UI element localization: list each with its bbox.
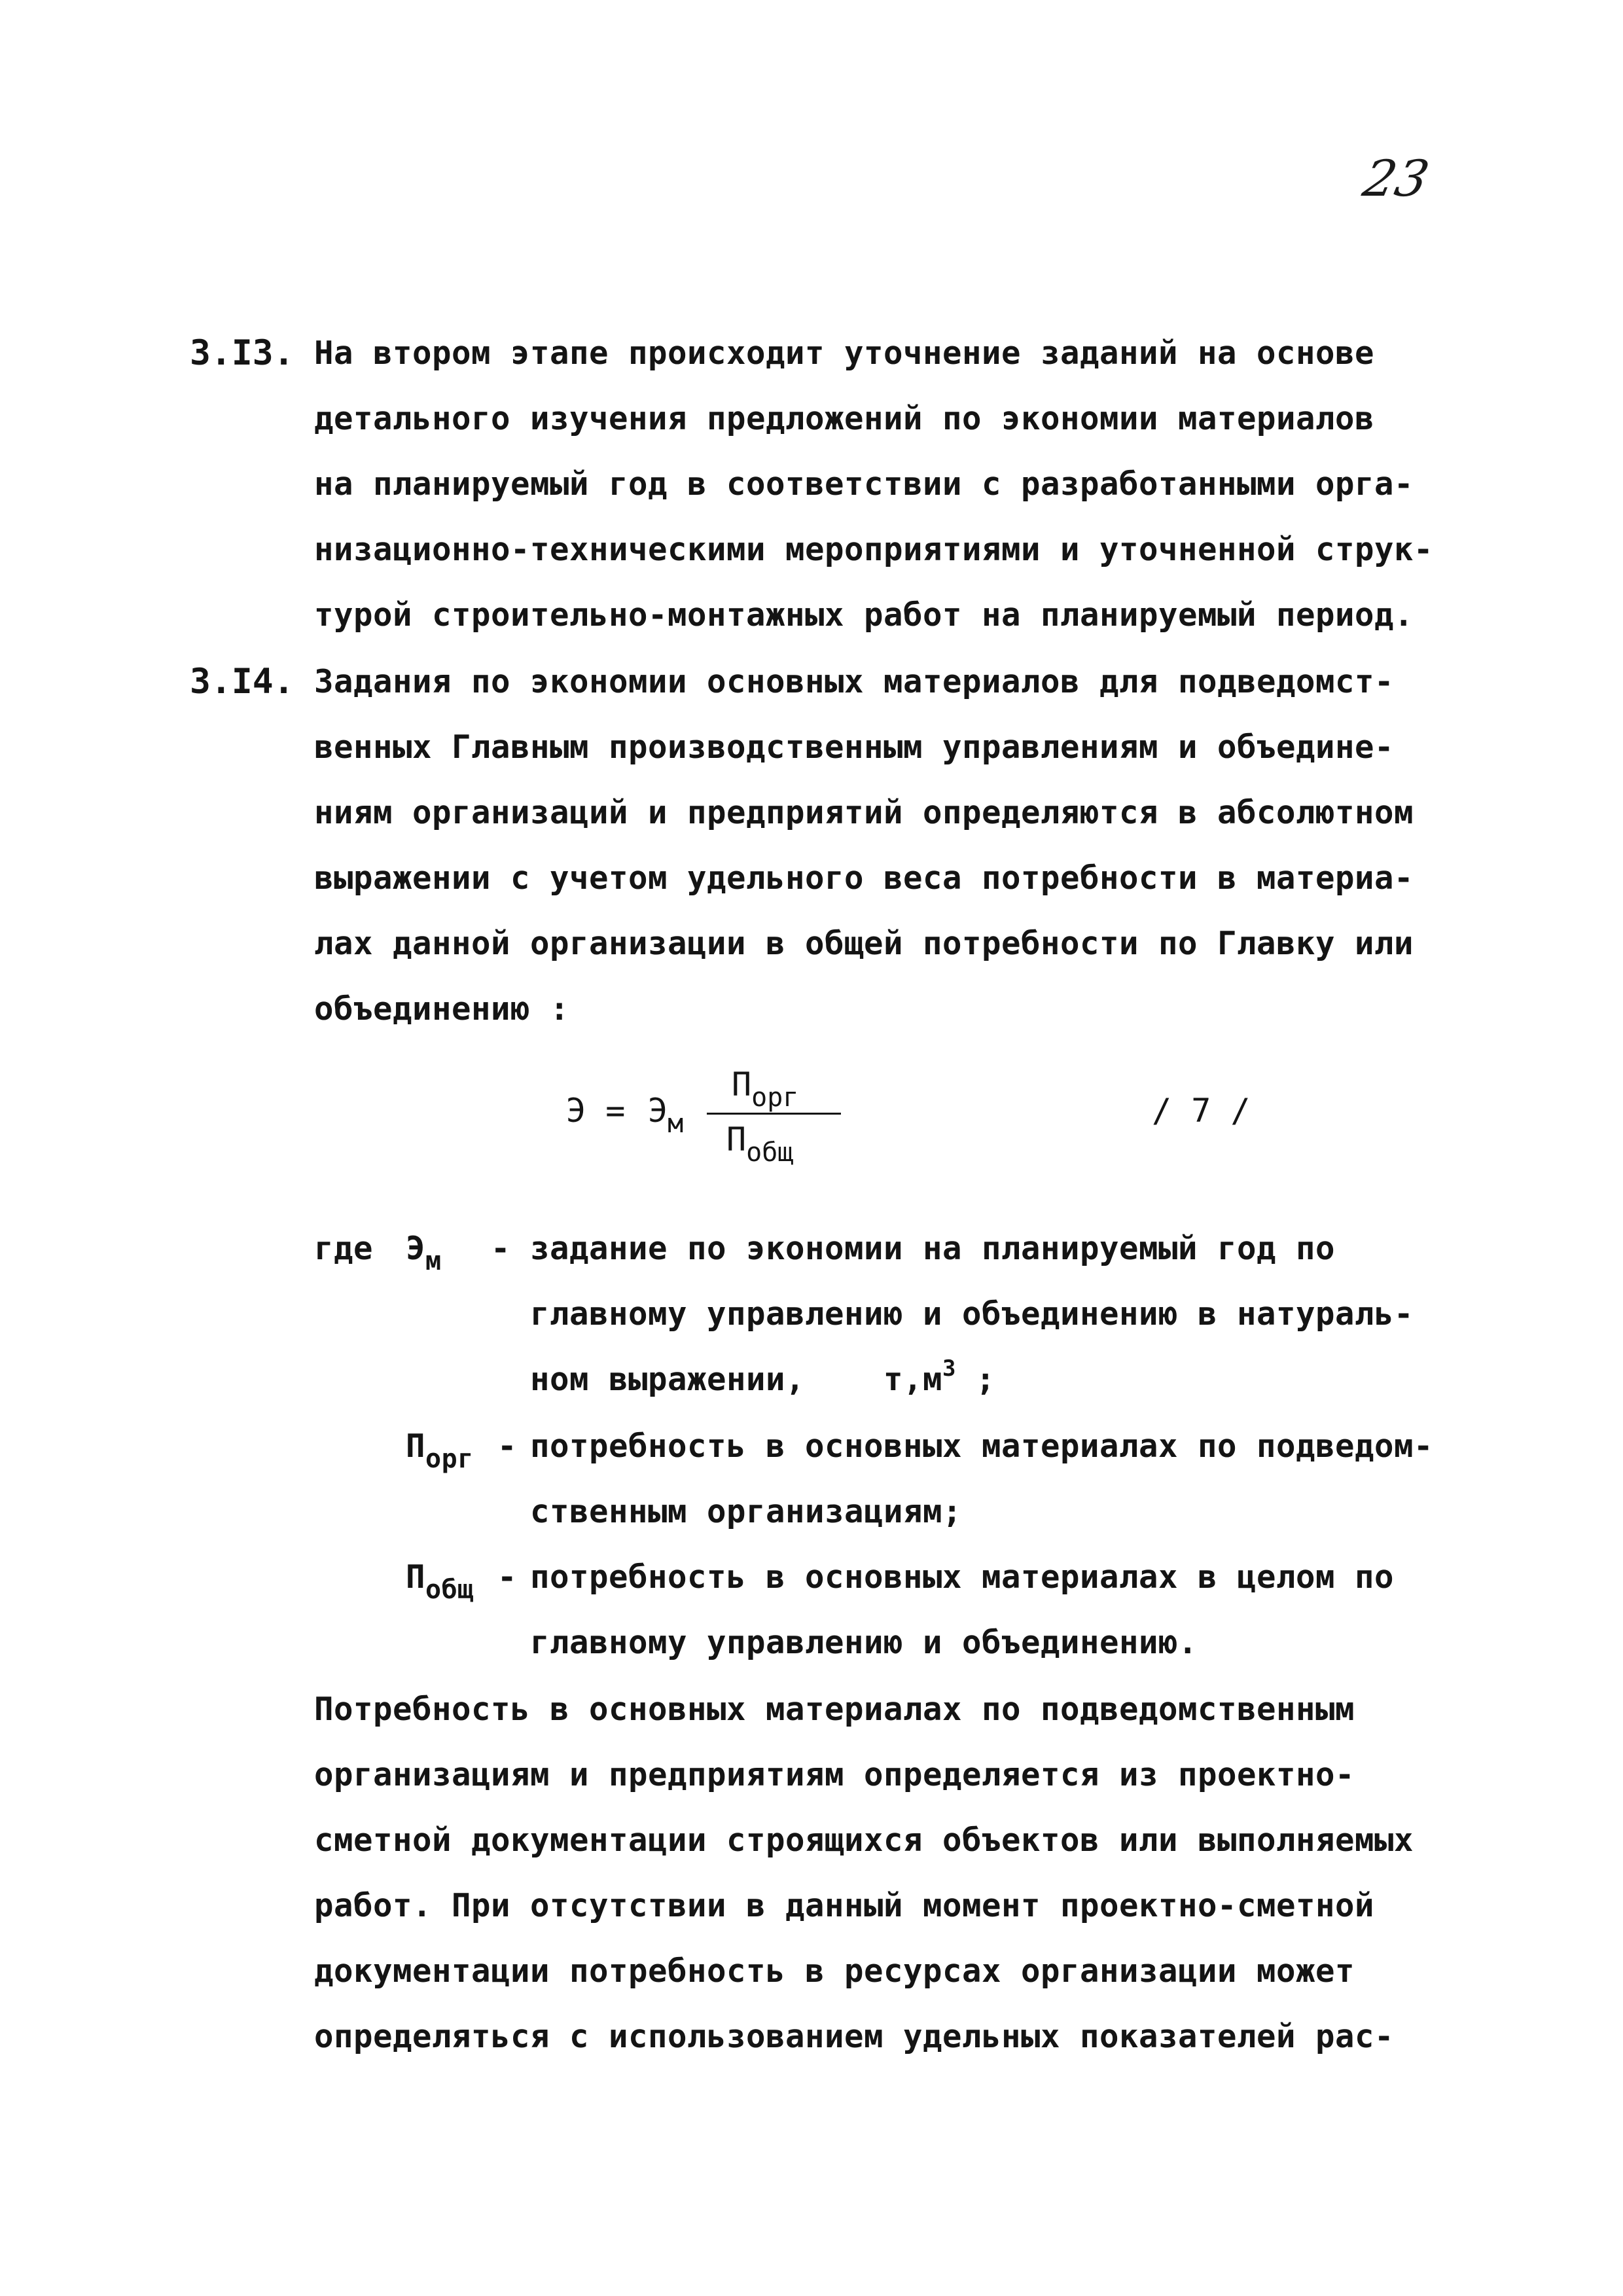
formula-label: / 7 / <box>1152 1092 1251 1130</box>
definition-text: потребность в основных материалах в целом по <box>530 1558 1395 1596</box>
formula-lhs: Э = <box>566 1092 626 1130</box>
formula-numerator: $П_{орг}$ <box>732 1066 799 1113</box>
definition-dash: - <box>471 1230 531 1267</box>
definition-symbol-porg: $П_{орг}$ <box>406 1427 474 1474</box>
definition-text: ном выражении, $т,м^3$ ; <box>530 1355 996 1398</box>
definition-dash: - <box>497 1558 537 1596</box>
text-line: детального изучения предложений по экономии материалов <box>314 400 1375 437</box>
definition-dash: - <box>497 1427 537 1465</box>
text-line: ниям организаций и предприятий определяются в абсолютном <box>314 794 1414 831</box>
text-line: определяться с использованием удельных показателей рас- <box>314 2018 1395 2055</box>
fraction-bar <box>707 1113 841 1115</box>
definition-symbol-em: $Э_м$ <box>406 1230 442 1276</box>
text-line: документации потребность в ресурсах организации может <box>314 1952 1355 1990</box>
text-line: Потребность в основных материалах по подведомственным <box>314 1691 1355 1728</box>
definition-symbol-pobsh: $П_{общ}$ <box>406 1558 474 1605</box>
text-line: венных Главным производственным управлениям и объедине- <box>314 728 1395 766</box>
formula-denominator: $П_{общ}$ <box>726 1121 794 1168</box>
definition-text: потребность в основных материалах по подведом- <box>530 1427 1434 1465</box>
section-number-3-13: 3.I3. <box>190 333 294 373</box>
text-line: на планируемый год в соответствии с разработанными орга- <box>314 465 1414 503</box>
page-number: 23 <box>1358 149 1435 207</box>
text-line: работ. При отсутствии в данный момент проектно-сметной <box>314 1887 1375 1924</box>
definition-text: ственным организациям; <box>530 1493 963 1530</box>
text-line: На втором этапе происходит уточнение заданий на основе <box>314 334 1375 372</box>
text-line: низационно-техническими мероприятиями и уточненной струк- <box>314 531 1434 568</box>
section-number-3-14: 3.I4. <box>190 662 294 702</box>
definition-text: главному управлению и объединению. <box>530 1624 1198 1661</box>
definition-text: задание по экономии на планируемый год по <box>530 1230 1336 1267</box>
text-line: объединению : <box>314 990 570 1028</box>
definition-text: главному управлению и объединению в натураль- <box>530 1295 1414 1333</box>
formula-factor: $Э_м$ <box>648 1092 684 1139</box>
text-line: Задания по экономии основных материалов для подведомст- <box>314 663 1395 700</box>
text-line: турой строительно-монтажных работ на планируемый период. <box>314 596 1414 634</box>
text-line: выражении с учетом удельного веса потребности в материа- <box>314 859 1414 897</box>
text-line: сметной документации строящихся объектов или выполняемых <box>314 1821 1414 1859</box>
text-line: лах данной организации в общей потребности по Главку или <box>314 925 1414 962</box>
where-label: где <box>314 1230 374 1267</box>
text-line: организациям и предприятиям определяется из проектно- <box>314 1756 1355 1793</box>
